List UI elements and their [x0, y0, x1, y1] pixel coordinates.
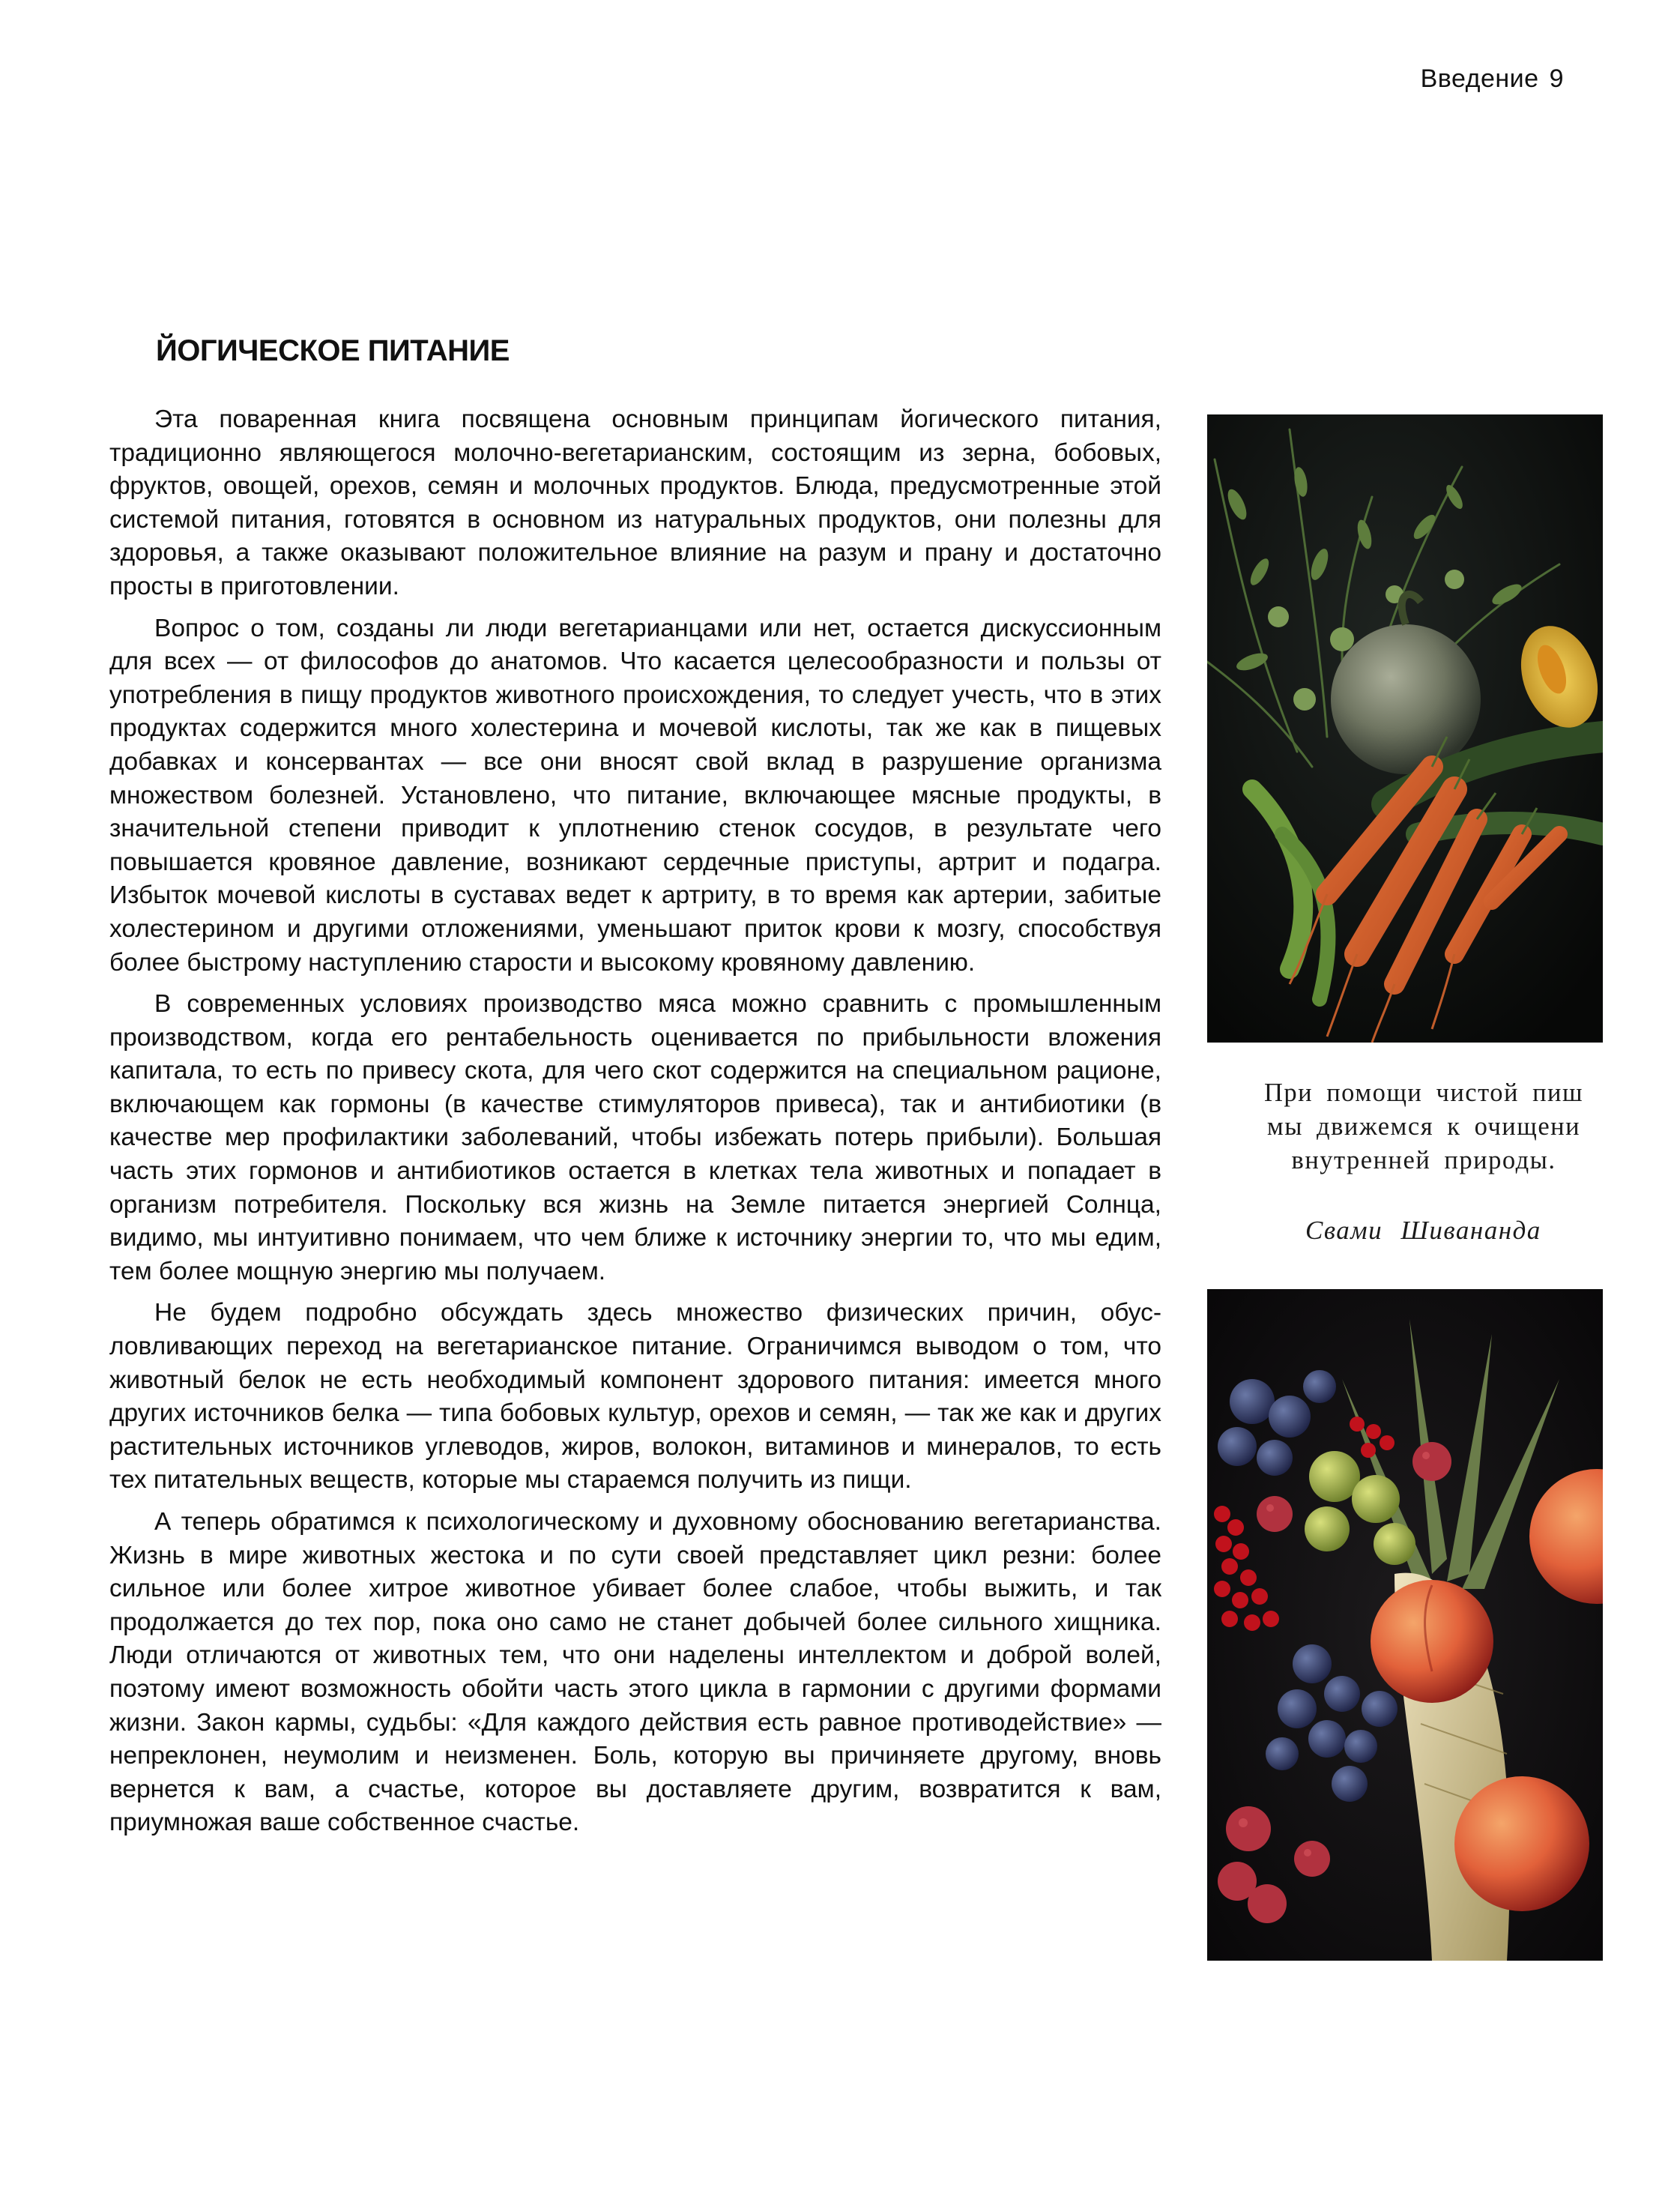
article-body [109, 403, 1161, 1848]
paragraph-2: Вопрос о том, созданы ли люди вегетарианцами или нет, остается дискуссионным для всех — от философов до анатомов. Что касается целесообразности и пользы от употребления в пищу продуктов животного происхождения, то следует учесть, что в этих продуктах содержится много холестерина и мочевой кислоты, так же как в пищевых добавках и консервантах — все они вносят свой вклад в разрушение организма множеством болезней. Установлено, что питание, включающее мясные продукты, в значительной степени приводит к уплотнению стенок сосудов, в результате чего повышается кровяное давление, возникают сердечные приступы, артрит и подагра. Избыток мочевой кислоты в суставах ведет к артриту, в то время как артерии, забитые холестерином и другими отложениями, уменьшают приток крови к мозгу, способствуя более быстрому наступлению старости и высокому кровяному давлению. [109, 614, 1161, 977]
running-header [1421, 64, 1564, 94]
epigraph-quote [1229, 1076, 1619, 1177]
paragraph-5: А теперь обратимся к психологическому и духовному обоснованию вегетарианства. Жизнь в мире животных жестока и по сути своей представляет цикл резни: более сильное или более хитрое животное убивает более слабое, чтобы выжить, и так продолжается до тех пор, пока оно само не станет добычей более сильного хищника. Люди отличаются от животных тем, что они наделены интеллектом и доброй волей, поэтому имеют возможность обойти часть этого цикла в гармонии с другими формами жизни. Закон кармы, судьбы: «Для каждого действия есть равное противодействие» — непреклонен, неумолим и неизменен. Боль, которую вы причиняете другому, вновь вернется к вам, а счастье, которое вы доставляете другим, возвратится к вам, приумножая ваше собственное счастье. [109, 1508, 1161, 1837]
paragraph-1: Эта поваренная книга посвящена основным принципам йогического питания, традиционно являющегося молочно-вегетарианским, состоящим из зерна, бобовых, фруктов, овощей, орехов, семян и молочных продуктов. Блюда, предусмотренные этой системой питания, готовятся в основном из натуральных продуктов, они полезны для здоровья, а также оказывают положительное влияние на разум и прану и достаточно просты в приготовлении. [109, 405, 1161, 600]
header-section-name: Введение [1420, 64, 1539, 93]
page-number: 9 [1549, 64, 1564, 93]
paragraph-4: Не будем подробно обсуждать здесь множество физических причин, обусловливающих переход на вегетарианское питание. Ограничимся выводом о том, что животный белок не есть необходимый компонент здорового питания: имеется много других источников белка — типа бобовых культур, орехов и семян, — так же как и других растительных источников углеводов, жиров, волокон, витаминов и минералов, то есть тех питательных веществ, которые мы стараемся получить из пищи. [109, 1299, 1161, 1494]
quote-line-1: При помощи чистой пиш [1263, 1079, 1584, 1107]
quote-line-2: мы движемся к очищени [1266, 1112, 1581, 1141]
quote-author: Свами Шивананда [1305, 1216, 1541, 1245]
fruit-photo [1207, 1289, 1603, 1961]
paragraph-3: В современных условиях производство мяса можно сравнить с промышленным производством, когда его рентабельность оценивается по прибыльности вложения капитала, то есть по привесу скота, для чего скот содержится на специальном рационе, включающем как гормоны (в качестве стимуляторов привеса), так и антибиотики (в качестве мер профилактики заболеваний, чтобы избежать потерь прибыли). Большая часть этих гормонов и антибиотиков остается в клетках тела животных и попадает в организм потребителя. Поскольку вся жизнь на Земле питается энергией Солнца, видимо, мы интуитивно понимаем, что чем ближе к источнику энергии то, что мы едим, тем более мощную энергию мы получаем. [109, 990, 1161, 1285]
section-title: ЙОГИЧЕСКОЕ ПИТАНИЕ [156, 334, 510, 367]
vegetables-photo [1207, 414, 1603, 1043]
quote-line-3: внутренней природы. [1291, 1146, 1556, 1174]
